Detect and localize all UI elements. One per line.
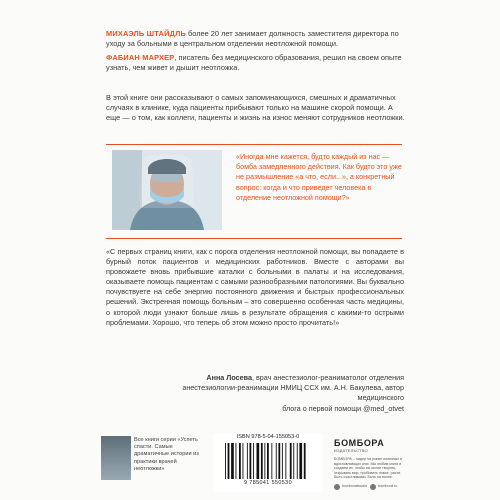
signature-line-1: [150, 373, 404, 383]
barcode-bar: [285, 443, 286, 479]
signature-line-3: блога о первой помощи @med_otvet: [282, 403, 404, 413]
series-note: Все книги серии «Успеть спасти. Самые драматичные истории из практики врачей неотложки»: [134, 437, 199, 472]
isbn-label: ISBN 978-5-04-155053-0: [236, 434, 300, 440]
barcode-number: 9 785041 550530: [244, 480, 292, 486]
barcode-bar: [276, 443, 277, 479]
barcode-bar: [257, 443, 260, 479]
social-handle: bomborabooks: [342, 484, 368, 488]
doctor-in-ppe-illustration: [112, 150, 222, 230]
barcode-bar: [282, 443, 283, 479]
publisher-info: БОМБОРА – лидер на рынке полезных и вдохновляющих книг. Мы любим книги и создаем их, чтобы вы могли творить, открывать мир, пробовать новое, расти. Быть счастливыми. Быть на волне.: [334, 457, 403, 480]
reviewer-name: Анна Лосева: [206, 373, 252, 382]
publisher-social: [334, 484, 404, 492]
barcode-bar: [239, 443, 241, 479]
book-description: В этой книге они рассказывают о самых запоминающихся, смешных и драматичных случаях в клинике, куда пациенты прибывают только на машине скорой помощи. А еще — о том, как коллеги, пациенты и жизнь на износ меняют сотрудников неотложки.: [106, 93, 405, 122]
barcode-bar: [293, 443, 294, 479]
barcode-bar: [243, 443, 244, 479]
barcode-bar: [261, 443, 263, 479]
barcode-bar: [278, 443, 280, 479]
series-thumbnail: [101, 436, 131, 480]
publisher-name: БОМБОРА: [334, 438, 385, 448]
divider-middle: [106, 238, 402, 239]
barcode-bar: [264, 443, 265, 479]
barcode-bar: [299, 443, 302, 479]
barcode-bar: [247, 443, 248, 479]
divider-top: [106, 144, 402, 145]
author-bio-text-steidl: более 20 лет занимает должность заместителя директора по уходу за больными в центральном отделении неотложной помощи.: [106, 29, 399, 48]
barcode-bar: [250, 443, 252, 479]
barcode-bar: [253, 443, 254, 479]
author-name-steidl: МИХАЭЛЬ ШТАЙДЛЬ: [106, 29, 186, 38]
review-text: «С первых страниц книги, как с порога отделения неотложной помощи, вы попадаете в бурный поток пациентов и медицинских работников. Вместе с авторами вы провожаете вновь прибывшие каталки с больными в палаты и на исследования, оказываете помощь пациентам с самыми разнообразными патологиями. Вы буквально почувствуете на себе энергию постоянного движения и быстрых профессиональных решений. Экстренная помощь больным – это совершенно особенная часть медицины, о которой люди узнают больше лишь в результате обращения с какими-то острыми проблемами. Хорошо, что теперь об этом можно просто прочитать!»: [106, 247, 404, 327]
barcode-bar: [267, 443, 269, 479]
review-signature: [150, 373, 404, 414]
barcode-bar: [297, 443, 298, 479]
publisher-logo: [334, 438, 404, 453]
publisher-tagline: ИЗДАТЕЛЬСТВО: [334, 448, 368, 453]
author-bio-text-marcher: , писатель без медицинского образования, решил на своем опыте узнать, чем живет и дышит неотложка.: [106, 53, 402, 72]
reviewer-title: , врач анестезиолог-реаниматолог отделения: [251, 373, 404, 382]
barcode-bar: [290, 443, 292, 479]
social-media-icon: [334, 484, 340, 490]
barcode-bar: [271, 443, 272, 479]
barcode-bar: [225, 443, 226, 479]
signature-line-2: анестезиологии-реанимации НМИЦ ССХ им. А.Н. Бакулева, автор медицинского: [182, 383, 404, 403]
barcode-bar: [231, 443, 234, 479]
pull-quote: «Иногда мне кажется, будто каждый из нас — бомба замедленного действия. Как будто это уже не размышление «а что, если...», а конкретный вопрос: когда и что приведет человека в отделение неотложной помощи?»: [236, 152, 402, 202]
doctor-photo: [112, 150, 222, 230]
author-name-marcher: ФАБИАН МАРХЕР: [106, 53, 175, 62]
website-icon: [370, 484, 376, 490]
barcode-bar: [236, 443, 237, 479]
website-link: bombora.ru: [378, 484, 398, 488]
author-bio-marcher: [106, 53, 406, 73]
barcode-bar: [228, 443, 230, 479]
barcode-bar: [304, 443, 306, 479]
author-bio-steidl: [106, 29, 406, 49]
